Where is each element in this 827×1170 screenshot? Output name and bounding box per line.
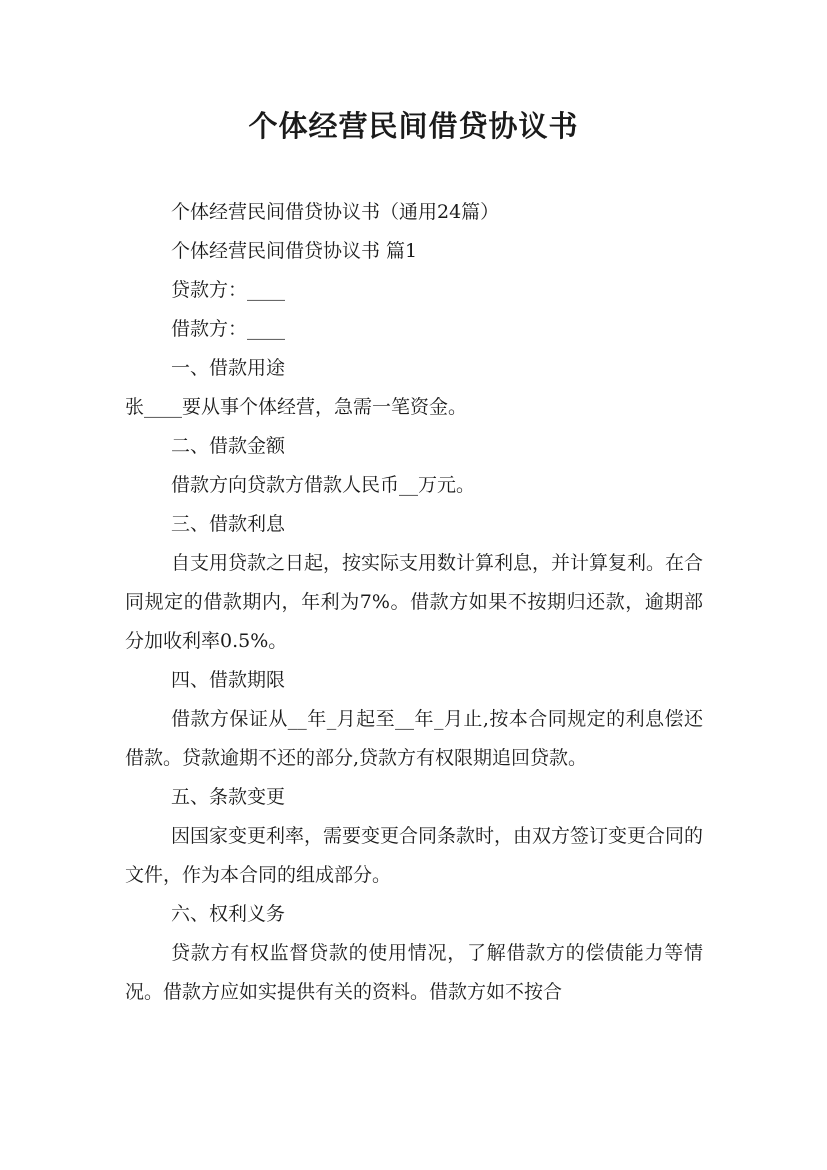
document-title: 个体经营民间借贷协议书 — [248, 109, 579, 143]
clause-4-heading: 四、借款期限 — [171, 669, 286, 691]
clause-1-text: 张____要从事个体经营，急需一笔资金。 — [125, 396, 468, 418]
clause-3-heading: 三、借款利息 — [171, 513, 286, 535]
clause-2-text: 借款方向贷款方借款人民币__万元。 — [171, 474, 476, 496]
clause-4-text: 借款方保证从__年_月起至__年_月止,按本合同规定的利息偿还借款。贷款逾期不还的部分,贷款方有权限期追回贷款。 — [125, 708, 703, 769]
clause-3-text: 自支用贷款之日起，按实际支用数计算利息，并计算复利。在合同规定的借款期内，年利为7%。借款方如果不按期归还款，逾期部分加收利率0.5%。 — [125, 552, 704, 652]
clause-6-text: 贷款方有权监督贷款的使用情况，了解借款方的偿债能力等情况。借款方应如实提供有关的资料。借款方如不按合 — [125, 942, 703, 1003]
clause-5-heading: 五、条款变更 — [171, 786, 286, 808]
document-body — [125, 193, 703, 1012]
lender-line: 贷款方：____ — [171, 279, 286, 301]
clause-5-text: 因国家变更利率，需要变更合同条款时，由双方签订变更合同的文件，作为本合同的组成部分。 — [125, 825, 704, 886]
clause-1-heading: 一、借款用途 — [171, 357, 286, 379]
section-heading: 个体经营民间借贷协议书 篇1 — [171, 240, 418, 262]
borrower-line: 借款方：____ — [171, 318, 286, 340]
clause-6-heading: 六、权利义务 — [171, 903, 286, 925]
clause-2-heading: 二、借款金额 — [171, 435, 286, 457]
document-subtitle: 个体经营民间借贷协议书（通用24篇） — [171, 201, 500, 223]
